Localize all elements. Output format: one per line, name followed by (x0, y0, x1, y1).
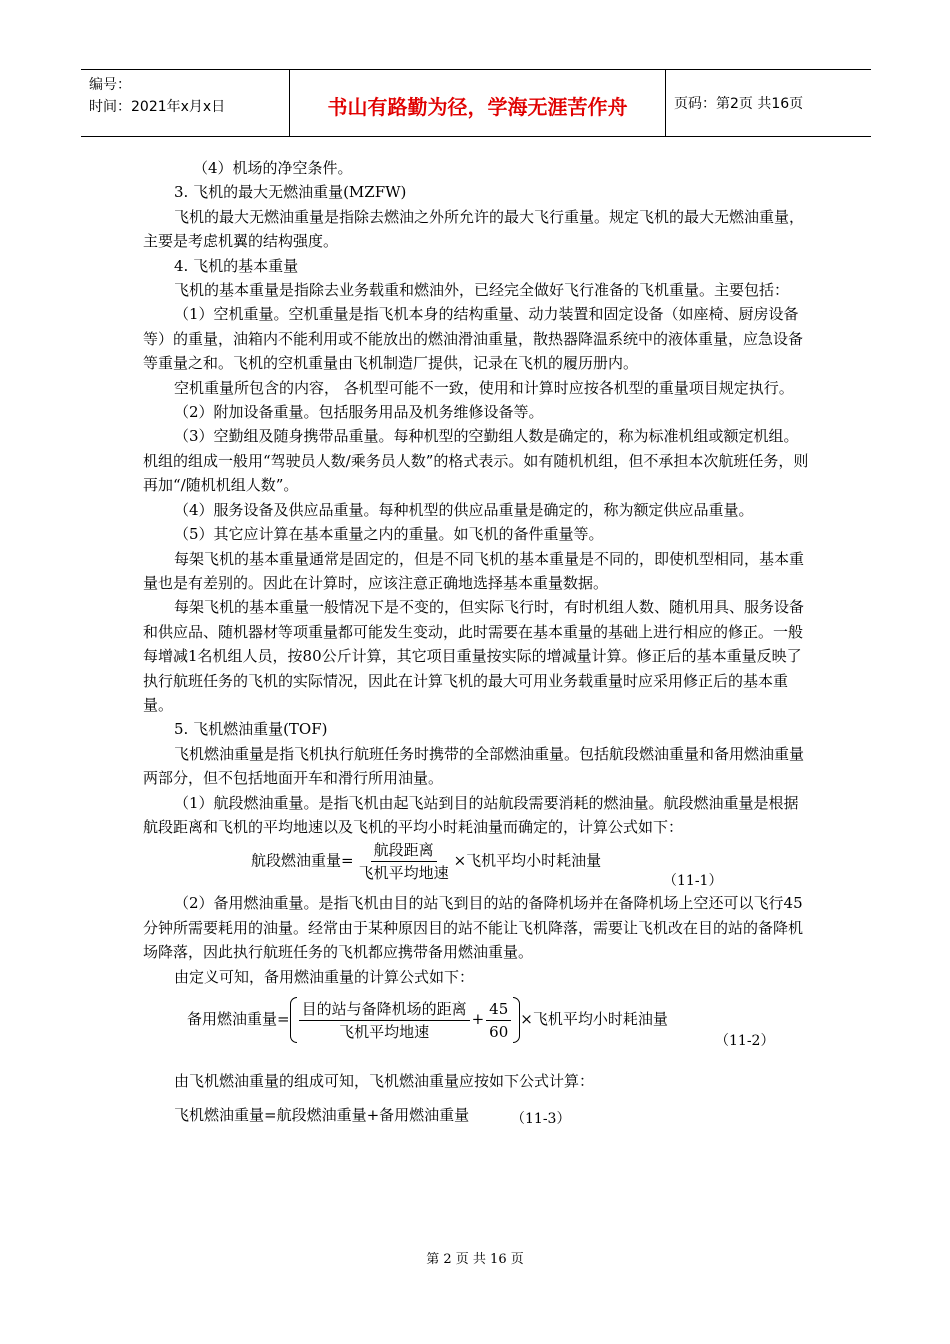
paragraph: （1）航段燃油重量。是指飞机由起飞站到目的站航段需要消耗的燃油量。航段燃油重量是根据航段距离和飞机的平均地速以及飞机的平均小时耗油量而确定的，计算公式如下： (143, 793, 799, 836)
formula2-number: （11-2） (715, 1033, 775, 1049)
page-header (81, 69, 871, 137)
header-meta (81, 70, 290, 136)
formula1-fraction (356, 839, 452, 884)
formula-11-2 (143, 997, 813, 1059)
paragraph-fuel-composition: 由飞机燃油重量的组成可知，飞机燃油重量应按如下公式计算： (174, 1072, 595, 1090)
paragraph: （3）空勤组及随身携带品重量。每种机型的空勤组人数是确定的，称为标准机组或额定机组。机组的组成一般用“驾驶员人数/乘务员人数”的格式表示。如有随机机组，但不承担本次航班任务，则再加“/随机机组人数”。 (143, 427, 809, 495)
paragraph: 4. 飞机的基本重量 (174, 256, 299, 275)
paragraph: 空机重量所包含的内容， 各机型可能不一致，使用和计算时应按各机型的重量项目规定执行。 (174, 378, 794, 397)
formula2-denominator: 飞机平均地速 (339, 1022, 430, 1041)
paragraph: 由定义可知，备用燃油重量的计算公式如下： (174, 967, 475, 986)
formula2-fraction-distance (299, 998, 470, 1043)
paragraph: 飞机的最大无燃油重量是指除去燃油之外所允许的最大飞行重量。规定飞机的最大无燃油重量，主要是考虑机翼的结构强度。 (143, 207, 805, 251)
paragraph: （5）其它应计算在基本重量之内的重量。如飞机的备件重量等。 (174, 525, 604, 544)
paragraph: （2）附加设备重量。包括服务用品及机务维修设备等。 (174, 403, 544, 422)
formula1-numerator: 航段距离 (371, 839, 437, 862)
header-motto: 书山有路勤为径，学海无涯苦作舟 (290, 70, 666, 136)
formula1-lhs: 航段燃油重量= (251, 851, 354, 870)
page-footer: 第 2 页 共 16 页 (426, 1252, 524, 1267)
formula2-lhs: 备用燃油重量= (187, 1010, 290, 1028)
formula-11-3 (143, 1103, 813, 1139)
left-paren (290, 997, 297, 1043)
formula2-minutes: 45 (486, 998, 511, 1021)
number-label: 编号： (89, 77, 131, 93)
body-text (143, 156, 813, 1139)
formula1-denominator: 飞机平均地速 (358, 864, 449, 883)
paragraph: （2）备用燃油重量。是指飞机由目的站飞到目的站的备降机场并在备降机场上空还可以飞行45分钟所需要耗用的油量。经常由于某种原因目的站不能让飞机降落，需要让飞机改在目的站的备降机场降落，因此执行航班任务的飞机都应携带备用燃油重量。 (143, 894, 804, 962)
paragraph: 3. 飞机的最大无燃油重量(MZFW) (174, 183, 407, 202)
formula3-number: （11-3） (511, 1111, 571, 1128)
paragraph: 飞机的基本重量是指除去业务载重和燃油外，已经完全做好飞行准备的飞机重量。主要包括： (174, 281, 790, 300)
paragraph: （4）服务设备及供应品重量。每种机型的供应品重量是确定的，称为额定供应品重量。 (174, 500, 754, 519)
paragraph: （4）机场的净空条件。 (193, 159, 353, 177)
formula2-plus: + (471, 1010, 485, 1028)
paragraph: （1）空机重量。空机重量是指飞机本身的结构重量、动力装置和固定设备（如座椅、厨房设备等）的重量，油箱内不能利用或不能放出的燃油滑油重量，散热器降温系统中的液体重量，应急设备等重量之和。飞机的空机重量由飞机制造厂提供，记录在飞机的履历册内。 (143, 305, 804, 373)
formula2-hour: 60 (489, 1022, 509, 1041)
formula2-numerator: 目的站与备降机场的距离 (299, 998, 470, 1021)
formula3-text: 飞机燃油重量=航段燃油重量+备用燃油重量 (174, 1106, 470, 1125)
header-page-info: 页码：第2页 共16页 (674, 96, 804, 112)
paragraph: 每架飞机的基本重量一般情况下是不变的，但实际飞行时，有时机组人数、随机用具、服务设备和供应品、随机器材等项重量都可能发生变动，此时需要在基本重量的基础上进行相应的修正。一般每增减1名机组人员，按80公斤计算，其它项目重量按实际的增减量计算。修正后的基本重量反映了执行航班任务的飞机的实际情况，因此在计算飞机的最大可用业务载重量时应采用修正后的基本重量。 (143, 598, 805, 714)
paragraph: 5. 飞机燃油重量(TOF) (174, 720, 328, 739)
time-label: 时间：2021年x月x日 (89, 99, 226, 115)
paragraph: 每架飞机的基本重量通常是固定的，但是不同飞机的基本重量是不同的，即使机型相同，基本重量也是有差别的。因此在计算时，应该注意正确地选择基本重量数据。 (143, 549, 805, 592)
formula1-rhs: ×飞机平均小时耗油量 (453, 851, 602, 870)
formula2-rhs: ×飞机平均小时耗油量 (520, 1010, 668, 1028)
formula1-number: （11-1） (663, 873, 723, 890)
formula-11-1 (143, 839, 813, 891)
formula2-fraction-minutes (486, 998, 511, 1043)
paragraph: 飞机燃油重量是指飞机执行航班任务时携带的全部燃油重量。包括航段燃油重量和备用燃油重量两部分，但不包括地面开车和滑行所用油量。 (143, 744, 805, 788)
